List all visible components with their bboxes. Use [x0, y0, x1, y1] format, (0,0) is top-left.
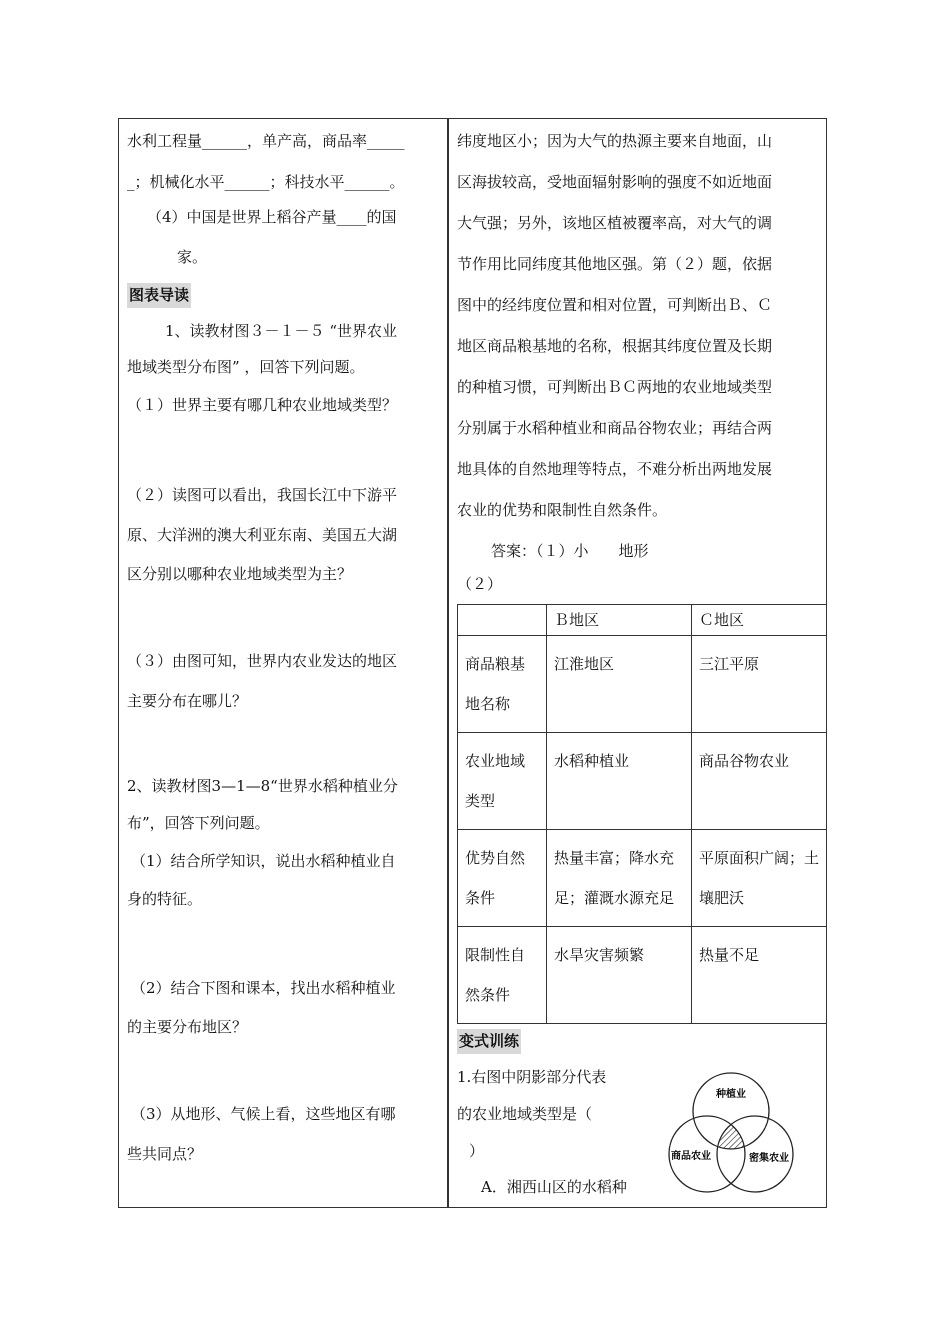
venn-label-intensive: 密集农业 — [749, 1153, 789, 1164]
explanation-line-8: 分别属于水稻种植业和商品谷物农业；再结合两 — [457, 419, 773, 437]
q2-part1-a: （1）结合所学知识，说出水稻种植业自 — [131, 852, 396, 870]
column-divider — [447, 119, 449, 1207]
table-cell: Ｃ地区 — [692, 605, 827, 636]
table-cell: Ｂ地区 — [547, 605, 692, 636]
answer-part2: （２） — [457, 575, 503, 593]
table-row — [458, 927, 827, 1024]
explanation-line-7: 的种植习惯，可判断出ＢＣ两地的农业地域类型 — [457, 378, 773, 396]
q2-part3-a: （3）从地形、气候上看，这些地区有哪 — [131, 1105, 396, 1123]
exercise1-option-a: A．湘西山区的水稻种 — [481, 1178, 627, 1196]
q2-intro-b: 布”，回答下列问题。 — [127, 814, 270, 832]
table-row — [458, 733, 827, 830]
q2-part3-b: 些共同点？ — [127, 1145, 203, 1163]
explanation-line-1: 纬度地区小；因为大气的热源主要来自地面，山 — [457, 132, 773, 150]
answer-line: 答案：（１）小 地形 — [491, 542, 649, 560]
table-cell — [458, 605, 547, 636]
table-cell: 商品谷物农业 — [692, 733, 827, 830]
table-cell: 限制性自然条件 — [458, 927, 547, 1024]
table-cell: 优势自然条件 — [458, 830, 547, 927]
fill-line-3: （4）中国是世界上稻谷产量____的国 — [147, 208, 397, 226]
q2-part2-b: 的主要分布地区？ — [127, 1018, 248, 1036]
fill-line-4: 家。 — [177, 248, 208, 266]
worksheet-frame — [118, 118, 827, 1208]
table-cell: 水旱灾害频繁 — [547, 927, 692, 1024]
table-row — [458, 636, 827, 733]
q1-part2-b: 原、大洋洲的澳大利亚东南、美国五大湖 — [127, 526, 398, 544]
table-row — [458, 605, 827, 636]
venn-label-commercial: 商品农业 — [671, 1151, 711, 1162]
venn-label-planting: 种植业 — [716, 1089, 746, 1100]
q1-intro-a: 1、读教材图３－１－５ “世界农业 — [165, 322, 397, 340]
exercise1-line-b: 的农业地域类型是（ — [457, 1105, 593, 1123]
section-title-chart-reading: 图表导读 — [127, 283, 191, 308]
explanation-line-4: 节作用比同纬度其他地区强。第（２）题，依据 — [457, 255, 773, 273]
table-cell: 水稻种植业 — [547, 733, 692, 830]
table-cell: 江淮地区 — [547, 636, 692, 733]
fill-line-1: 水利工程量______，单产高，商品率_____ — [127, 132, 405, 150]
section-title-variant-training: 变式训练 — [457, 1029, 521, 1054]
q1-part2-a: （２）读图可以看出，我国长江中下游平 — [127, 486, 398, 504]
explanation-line-10: 农业的优势和限制性自然条件。 — [457, 501, 668, 519]
explanation-line-5: 图中的经纬度位置和相对位置，可判断出Ｂ、Ｃ — [457, 296, 773, 314]
explanation-line-6: 地区商品粮基地的名称，根据其纬度位置及长期 — [457, 337, 773, 355]
q1-part3-a: （３）由图可知，世界内农业发达的地区 — [127, 652, 398, 670]
table-cell: 热量丰富；降水充足；灌溉水源充足 — [547, 830, 692, 927]
table-cell: 热量不足 — [692, 927, 827, 1024]
q1-intro-b: 地域类型分布图” ，回答下列问题。 — [127, 358, 365, 376]
table-cell: 商品粮基地名称 — [458, 636, 547, 733]
fill-line-2: _；机械化水平______；科技水平______。 — [127, 173, 405, 191]
q1-part3-b: 主要分布在哪儿？ — [127, 692, 248, 710]
q2-intro-a: 2、读教材图3—1—8“世界水稻种植业分 — [127, 777, 398, 795]
answer-table — [457, 604, 827, 1024]
q1-part2-c: 区分别以哪种农业地域类型为主？ — [127, 565, 353, 583]
explanation-line-3: 大气强；另外，该地区植被覆率高，对大气的调 — [457, 214, 773, 232]
q2-part1-b: 身的特征。 — [127, 890, 203, 908]
table-row — [458, 830, 827, 927]
exercise1-line-c: ） — [469, 1142, 485, 1160]
agriculture-venn-diagram — [661, 1069, 801, 1199]
exercise1-line-a: 1.右图中阴影部分代表 — [457, 1068, 607, 1086]
table-cell: 平原面积广阔；土壤肥沃 — [692, 830, 827, 927]
table-cell: 三江平原 — [692, 636, 827, 733]
explanation-line-2: 区海拔较高，受地面辐射影响的强度不如近地面 — [457, 173, 773, 191]
explanation-line-9: 地具体的自然地理等特点，不难分析出两地发展 — [457, 460, 773, 478]
table-cell: 农业地域类型 — [458, 733, 547, 830]
q1-part1: （１）世界主要有哪几种农业地域类型？ — [127, 396, 398, 414]
q2-part2-a: （2）结合下图和课本，找出水稻种植业 — [131, 979, 396, 997]
